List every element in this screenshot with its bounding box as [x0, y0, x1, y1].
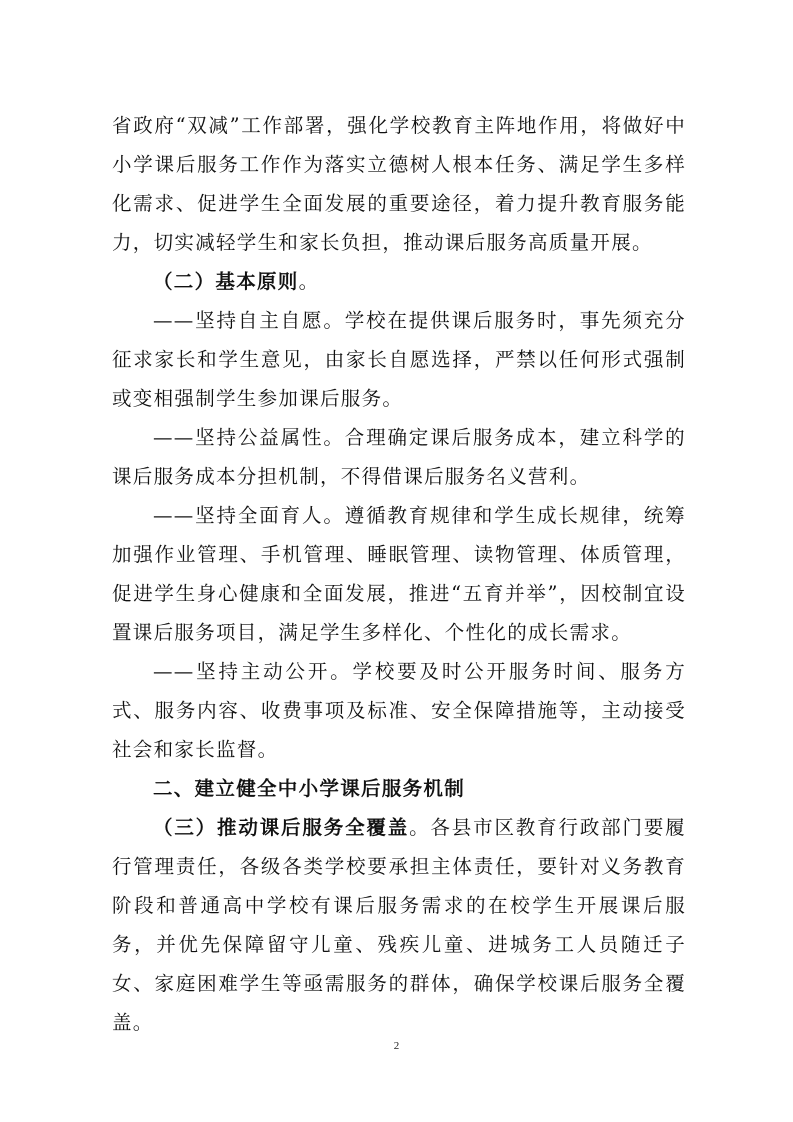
heading-basic-principles-tail: 。	[298, 270, 320, 293]
document-body	[112, 106, 686, 1042]
paragraph-principle-public-welfare: ——坚持公益属性。合理确定课后服务成本，建立科学的课后服务成本分担机制，不得借课后服务名义营利。	[112, 426, 686, 488]
paragraph-principle-voluntary: ——坚持自主自愿。学校在提供课后服务时，事先须充分征求家长和学生意见，由家长自愿选择，严禁以任何形式强制或变相强制学生参加课后服务。	[112, 309, 686, 410]
paragraph-full-coverage	[112, 808, 686, 1042]
paragraph-principle-holistic-education: ——坚持全面育人。遵循教育规律和学生成长规律，统筹加强作业管理、手机管理、睡眠管理、读物管理、体质管理，促进学生身心健康和全面发展，推进“五育并举”，因校制宜设置课后服务项目，满足学生多样化、个性化的成长需求。	[112, 504, 686, 644]
paragraph-principle-transparency: ——坚持主动公开。学校要及时公开服务时间、服务方式、服务内容、收费事项及标准、安全保障措施等，主动接受社会和家长监督。	[112, 660, 686, 761]
heading-basic-principles: （二）基本原则	[153, 270, 299, 293]
page-number: 2	[393, 1040, 400, 1052]
paragraph-intro-continuation: 省政府“双减”工作部署，强化学校教育主阵地作用，将做好中小学课后服务工作作为落实立德树人根本任务、满足学生多样化需求、促进学生全面发展的重要途径，着力提升教育服务能力，切实减轻学生和家长负担，推动课后服务高质量开展。	[112, 114, 686, 254]
paragraph-full-coverage-text: 。各县市区教育行政部门要履行管理责任，各级各类学校要承担主体责任，要针对义务教育阶段和普通高中学校有课后服务需求的在校学生开展课后服务，并优先保障留守儿童、残疾儿童、进城务工人员随迁子女、家庭困难学生等亟需服务的群体，确保学校课后服务全覆盖。	[112, 816, 686, 1034]
heading-full-coverage: （三）推动课后服务全覆盖	[153, 816, 410, 839]
section-heading-basic-principles	[112, 262, 686, 301]
section-heading-mechanism: 二、建立健全中小学课后服务机制	[153, 777, 466, 800]
